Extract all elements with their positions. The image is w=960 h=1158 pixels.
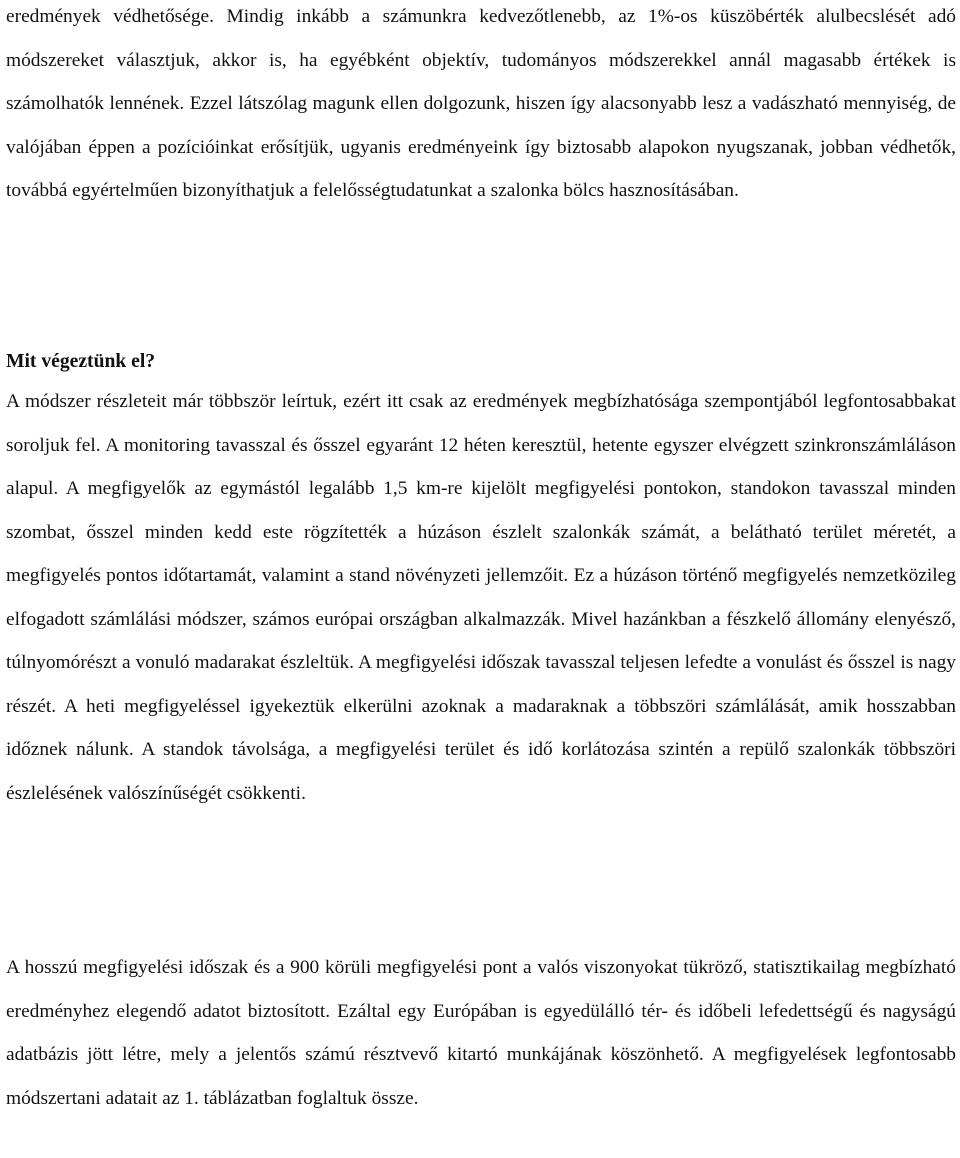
intro-paragraph: eredmények védhetősége. Mindig inkább a számunkra kedvezőtlenebb, az 1%-os küszöbérték alulbecslését adó módszereket választjuk, akkor is, ha egyébként objektív, tudományos módszerekkel annál magasabb értékek is számolhatók lennének. Ezzel látszólag magunk ellen dolgozunk, hiszen így alacsonyabb lesz a vadászható mennyiség, de valójában éppen a pozícióinkat erősítjük, ugyanis eredményeink így biztosabb alapokon nyugszanak, jobban védhetők, továbbá egyértelműen bizonyíthatjuk a felelősségtudatunkat a szalonka bölcs hasznosításában. bbox=[6, 6, 956, 201]
methods-paragraph: A módszer részleteit már többször leírtuk, ezért itt csak az eredmények megbízhatósága szempontjából legfontosabbakat soroljuk fel. A monitoring tavasszal és ősszel egyaránt 12 héten keresztül, hetente egyszer elvégzett szinkronszámláláson alapul. A megfigyelők az egymástól legalább 1,5 km-re kijelölt megfigyelési pontokon, standokon tavasszal minden szombat, ősszel minden kedd este rögzítették a húzáson észlelt szalonkák számát, a belátható terület méretét, a megfigyelés pontos időtartamát, valamint a stand növényzeti jellemzőit. Ez a húzáson történő megfigyelés nemzetközileg elfogadott számlálási módszer, számos európai országban alkalmazzák. Mivel hazánkban a fészkelő állomány elenyésző, túlnyomórészt a vonuló madarakat észleltük. A megfigyelési időszak tavasszal teljesen lefedte a vonulást és ősszel is nagy részét. A heti megfigyeléssel igyekeztük elkerülni azoknak a madaraknak a többszöri számlálását, amik hosszabban időznek nálunk. A standok távolsága, a megfigyelési terület és idő korlátozása szintén a repülő szalonkák többszöri észlelésének valószínűségét csökkenti. bbox=[6, 391, 956, 804]
summary-paragraph: A hosszú megfigyelési időszak és a 900 körüli megfigyelési pont a valós viszonyokat tükröző, statisztikailag megbízható eredményhez elegendő adatot biztosított. Ezáltal egy Európában is egyedülálló tér- és időbeli lefedettségű és nagyságú adatbázis jött létre, mely a jelentős számú résztvevő kitartó munkájának köszönhető. A megfigyelések legfontosabb módszertani adatait az 1. táblázatban foglaltuk össze. bbox=[6, 957, 956, 1109]
section-heading: Mit végeztünk el? bbox=[6, 351, 156, 372]
